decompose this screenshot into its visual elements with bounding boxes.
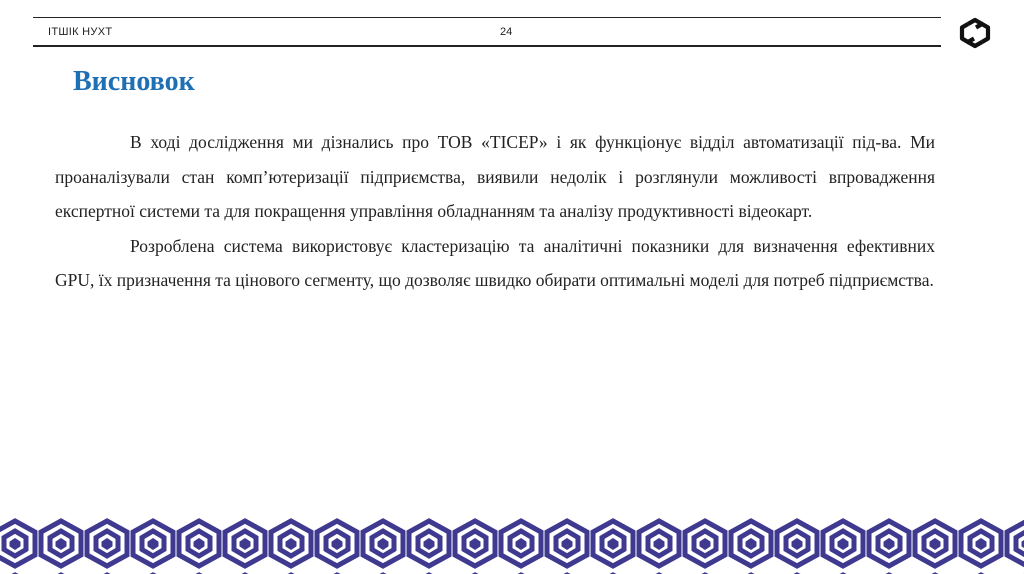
slide-title: Висновок: [73, 66, 195, 97]
header-bottom-rule: [33, 45, 941, 47]
body-text: [55, 125, 935, 298]
page-number: 24: [500, 26, 513, 38]
paragraph-2: Розроблена система використовує кластеризацію та аналітичні показники для визначення ефективних GPU, їх призначення та цінового сегменту, що дозволяє швидко обирати оптимальні моделі для потреб підприємства.: [55, 235, 935, 290]
hexagon-pattern-decoration: [0, 516, 1024, 574]
hexagon-chain-logo-icon: [956, 16, 994, 50]
header-org-label: ІТШІК НУХТ: [48, 26, 113, 38]
header-top-rule: [33, 17, 941, 18]
paragraph-1: В ході дослідження ми дізнались про ТОВ «ТІСЕР» і як функціонує відділ автоматизації під-ва. Ми проаналізували стан комп’ютеризації підприємства, виявили недолік і розглянули можливості впровадження експертної системи та для покращення управління обладнанням та аналізу продуктивності відеокарт.: [55, 132, 935, 221]
